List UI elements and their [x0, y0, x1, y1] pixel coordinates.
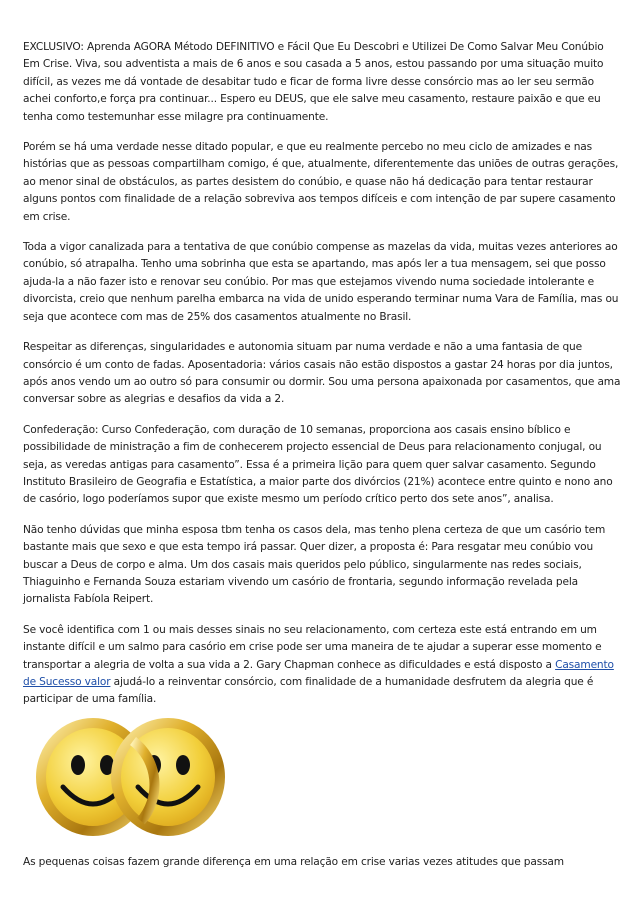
paragraph-2: Porém se há uma verdade nesse ditado popular, e que eu realmente percebo no meu ciclo de amizades e nas histórias que as pessoas compartilham comigo, é que, atualmente, diferentemente das uniões de outras gerações, ao menor sinal de obstáculos, as partes desistem do conúbio, e quase não há dedicação para tentar restaurar alguns pontos com finalidade de a relação sobreviva aos tempos difíceis e com intenção de par supere casamento em crise. — [23, 141, 619, 223]
paragraph-7 — [23, 622, 623, 709]
paragraph-7-text-end: ajudá-lo a reinventar consórcio, com finalidade de a humanidade desfrutem da alegria que é participar de uma família. — [23, 676, 594, 706]
paragraph-6: Não tenho dúvidas que minha esposa tbm tenha os casos dela, mas tenho plena certeza de que um casório tem bastante mais que sexo e que esta tempo irá passar. Quer dizer, a proposta é: Para resgatar meu conúbio vou buscar a Deus de corpo e alma. Um dos casais mais queridos pelo público, singularmente nas redes sociais, Thiaguinho e Fernanda Souza estariam vivendo um casório de frontaria, segundo informação revelada pela jornalista Fabíola Reipert. — [23, 523, 606, 606]
paragraph-8: As pequenas coisas fazem grande diferença em uma relação em crise varias vezes atitudes que passam — [23, 856, 564, 868]
document-body — [23, 39, 623, 722]
paragraph-1: EXCLUSIVO: Aprenda AGORA Método DEFINITIVO e Fácil Que Eu Descobri e Utilizei De Como Salvar Meu Conúbio Em Crise. Viva, sou adventista a mais de 6 anos e sou casada a 5 anos, estou passando por uma situação muito difícil, as vezes me dá vontade de desabitar tudo e ficar de forma livre desse consórcio mas ao ler seu sermão achei conforto,e força pra continuar... Espero eu DEUS, que ele salve meu casamento, restaure paixão e que eu tenha como testemunhar esse milagre pra continuamente. — [23, 41, 604, 123]
paragraph-5: Confederação: Curso Confederação, com duração de 10 semanas, proporciona aos casais ensino bíblico e possibilidade de ministração a fim de conhecerem projecto essencial de Deus para relacionamento conjugal, ou seja, as veredas antigas para casamento”. Essa é a primeira lição para quem quer salvar casamento. Segundo Instituto Brasileiro de Geografia e Estatística, a maior parte dos divórcios (21%) acontece entre quinto e nono ano de casório, logo poderíamos supor que existe mesmo um período crítico perto dos sete anos”, analisa. — [23, 423, 613, 506]
smiley-wedding-rings-icon — [23, 711, 236, 838]
casamento-de-sucesso-link[interactable]: Casamento de Sucesso valor — [23, 658, 614, 688]
paragraph-4: Respeitar as diferenças, singularidades e autonomia situam par numa verdade e não a uma fantasia de que consórcio é um conto de fadas. Aposentadoria: vários casais não estão dispostos a gastar 24 horas por dia juntos, após anos vendo um ao outro só para consumir ou dormir. Sou uma persona apaixonada por casamentos, que ama conversar sobre as alegrias e desafios da vida a 2. — [23, 341, 621, 406]
paragraph-7-text-start: Se você identifica com 1 ou mais desses sinais no seu relacionamento, com certeza este está entrando em um instante difícil e um salmo para casório em crise pode ser uma maneira de te ajudar a superar esse momento e transportar a alegria de volta a sua vida a 2. Gary Chapman conhece as dificuldades e está disposto a — [23, 623, 602, 671]
paragraph-3: Toda a vigor canalizada para a tentativa de que conúbio compense as mazelas da vida, muitas vezes anteriores ao conúbio, só atrapalha. Tenho uma sobrinha que esta se apartando, mas após ler a tua mensagem, sei que posso ajuda-la a não fazer isto e renovar seu conúbio. Por mas que estejamos vivendo numa sociedade intolerante e divorcista, creio que nenhum parelha embarca na vida de unido esperando terminar numa Vara de Família, mas ou seja que acontece com mas de 25% dos casamentos atualmente no Brasil. — [23, 241, 619, 323]
